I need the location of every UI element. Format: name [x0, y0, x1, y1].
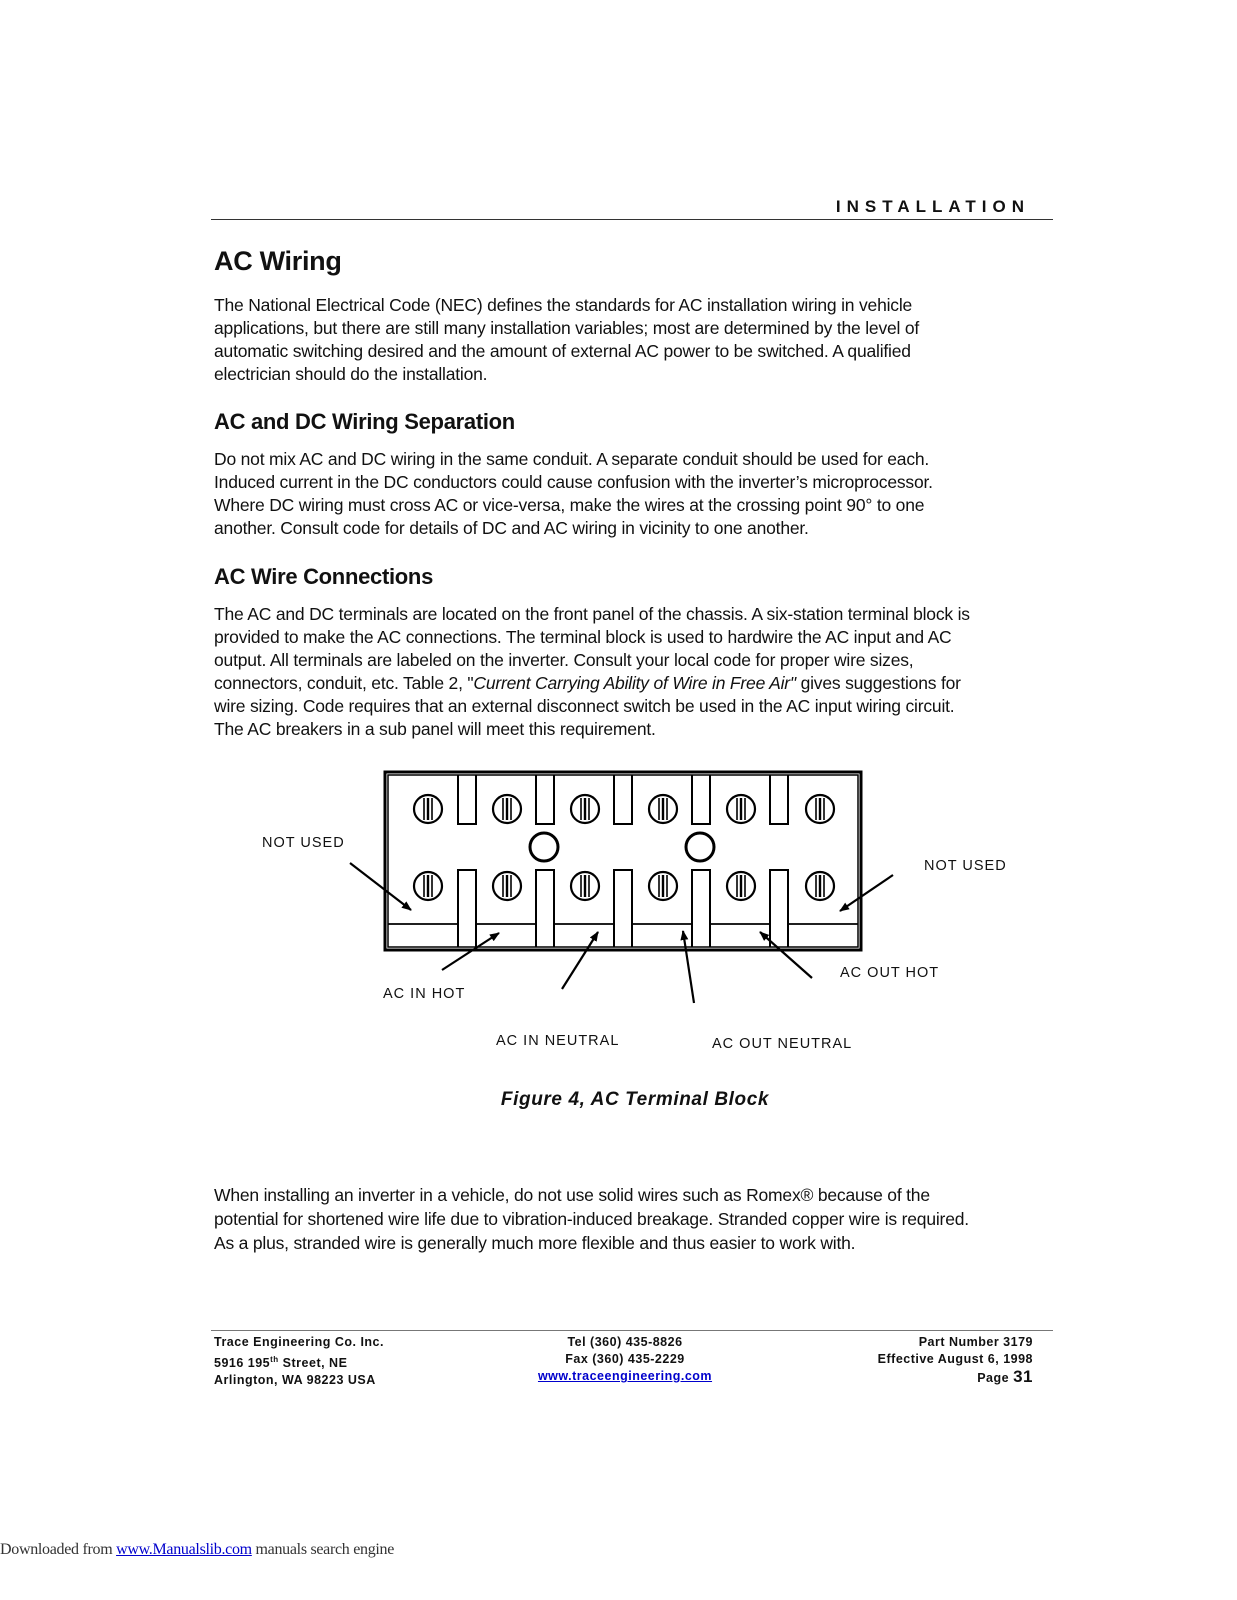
manualslib-link[interactable]: www.Manualslib.com: [116, 1541, 252, 1558]
connections-line: provided to make the AC connections. The terminal block is used to hardwire the AC input and AC: [214, 627, 952, 647]
separation-line: Induced current in the DC conductors could cause confusion with the inverter’s microprocessor.: [214, 472, 933, 492]
table-reference: Current Carrying Ability of Wire in Free Air": [473, 673, 796, 693]
separation-heading: AC and DC Wiring Separation: [214, 409, 515, 434]
intro-line: automatic switching desired and the amount of external AC power to be switched. A qualified: [214, 341, 911, 361]
arrow-not-used-right: [840, 875, 893, 911]
intro-paragraph: [214, 294, 1064, 386]
terminal-screw-icon: [493, 795, 521, 823]
terminal-screw-icon: [493, 872, 521, 900]
arrow-not-used-left: [350, 863, 411, 910]
separation-line: another. Consult code for details of DC and AC wiring in vicinity to one another.: [214, 518, 809, 538]
connections-line: wire sizing. Code requires that an external disconnect switch be used in the AC input wiring circuit.: [214, 696, 955, 716]
terminal-screw-icon: [727, 872, 755, 900]
terminal-screw-icon: [649, 795, 677, 823]
part-number: Part Number 3179: [918, 1335, 1033, 1349]
terminal-screw-icon: [571, 872, 599, 900]
city-address: Arlington, WA 98223 USA: [214, 1373, 376, 1388]
arrow-ac-out-hot: [760, 932, 812, 978]
terminal-screw-icon: [414, 795, 442, 823]
connections-line: The AC breakers in a sub panel will meet this requirement.: [214, 719, 656, 739]
page-label: Page: [977, 1371, 1014, 1385]
street-name: Street, NE: [278, 1356, 348, 1371]
terminal-block: [385, 772, 861, 950]
label-ac-in-neutral: AC IN NEUTRAL: [496, 1033, 620, 1049]
connections-paragraph: [214, 603, 1064, 741]
terminal-screw-icon: [571, 795, 599, 823]
label-ac-out-hot: AC OUT HOT: [840, 965, 940, 981]
separation-line: Where DC wiring must cross AC or vice-versa, make the wires at the crossing point 90° to one: [214, 495, 925, 515]
street-suffix: th: [270, 1355, 279, 1364]
label-ac-out-neutral: AC OUT NEUTRAL: [712, 1036, 853, 1052]
footer-contact: [520, 1334, 730, 1385]
vehicle-line: potential for shortened wire life due to vibration-induced breakage. Stranded copper wire is required.: [214, 1209, 969, 1229]
page-number: 31: [1013, 1367, 1033, 1386]
separation-line: Do not mix AC and DC wiring in the same conduit. A separate conduit should be used for each.: [214, 449, 930, 469]
connections-line: [214, 672, 1064, 695]
website-link[interactable]: www.traceengineering.com: [537, 1369, 713, 1383]
terminal-screw-icon: [806, 795, 834, 823]
fax-number: Fax (360) 435-2229: [565, 1352, 685, 1366]
vehicle-line: As a plus, stranded wire is generally much more flexible and thus easier to work with.: [214, 1233, 856, 1253]
intro-line: applications, but there are still many installation variables; most are determined by the level of: [214, 318, 920, 338]
arrow-ac-in-neutral: [562, 932, 598, 989]
intro-line: electrician should do the installation.: [214, 364, 488, 384]
terminal-block-diagram: [240, 760, 1040, 1060]
connections-line4-post: gives suggestions for: [795, 673, 961, 693]
effective-date: Effective August 6, 1998: [877, 1352, 1033, 1366]
footer-address: [214, 1334, 384, 1389]
download-notice: [0, 1541, 394, 1559]
download-suffix: manuals search engine: [251, 1541, 395, 1558]
label-not-used-left: NOT USED: [262, 835, 345, 851]
intro-line: The National Electrical Code (NEC) defines the standards for AC installation wiring in vehicle: [214, 295, 913, 315]
download-prefix: Downloaded from: [0, 1541, 117, 1558]
connections-line4-pre: connectors, conduit, etc. Table 2, ": [214, 673, 474, 693]
separation-paragraph: [214, 448, 1064, 540]
street-address: [214, 1351, 384, 1372]
terminal-screw-icon: [806, 872, 834, 900]
vehicle-paragraph: [214, 1183, 1064, 1255]
page-indicator: [830, 1368, 1033, 1387]
connections-line: The AC and DC terminals are located on the front panel of the chassis. A six-station terminal block is: [214, 604, 970, 624]
terminal-screw-icon: [727, 795, 755, 823]
figure-caption: Figure 4, AC Terminal Block: [500, 1089, 770, 1110]
terminal-screw-icon: [649, 872, 677, 900]
page-title: AC Wiring: [214, 246, 342, 276]
vehicle-line: When installing an inverter in a vehicle, do not use solid wires such as Romex® because of the: [214, 1185, 930, 1205]
section-header: INSTALLATION: [835, 197, 1030, 216]
connections-heading: AC Wire Connections: [214, 564, 434, 589]
footer-rule: [211, 1330, 1053, 1331]
terminal-screw-icon: [414, 872, 442, 900]
label-ac-in-hot: AC IN HOT: [383, 986, 466, 1002]
footer-part-info: [830, 1334, 1033, 1387]
street-number: 5916 195: [214, 1356, 271, 1371]
company-name: Trace Engineering Co. Inc.: [214, 1335, 384, 1349]
header-rule: [211, 219, 1053, 220]
connections-line: output. All terminals are labeled on the inverter. Consult your local code for proper wire sizes,: [214, 650, 914, 670]
label-not-used-right: NOT USED: [924, 858, 1007, 874]
phone-number: Tel (360) 435-8826: [567, 1335, 683, 1349]
